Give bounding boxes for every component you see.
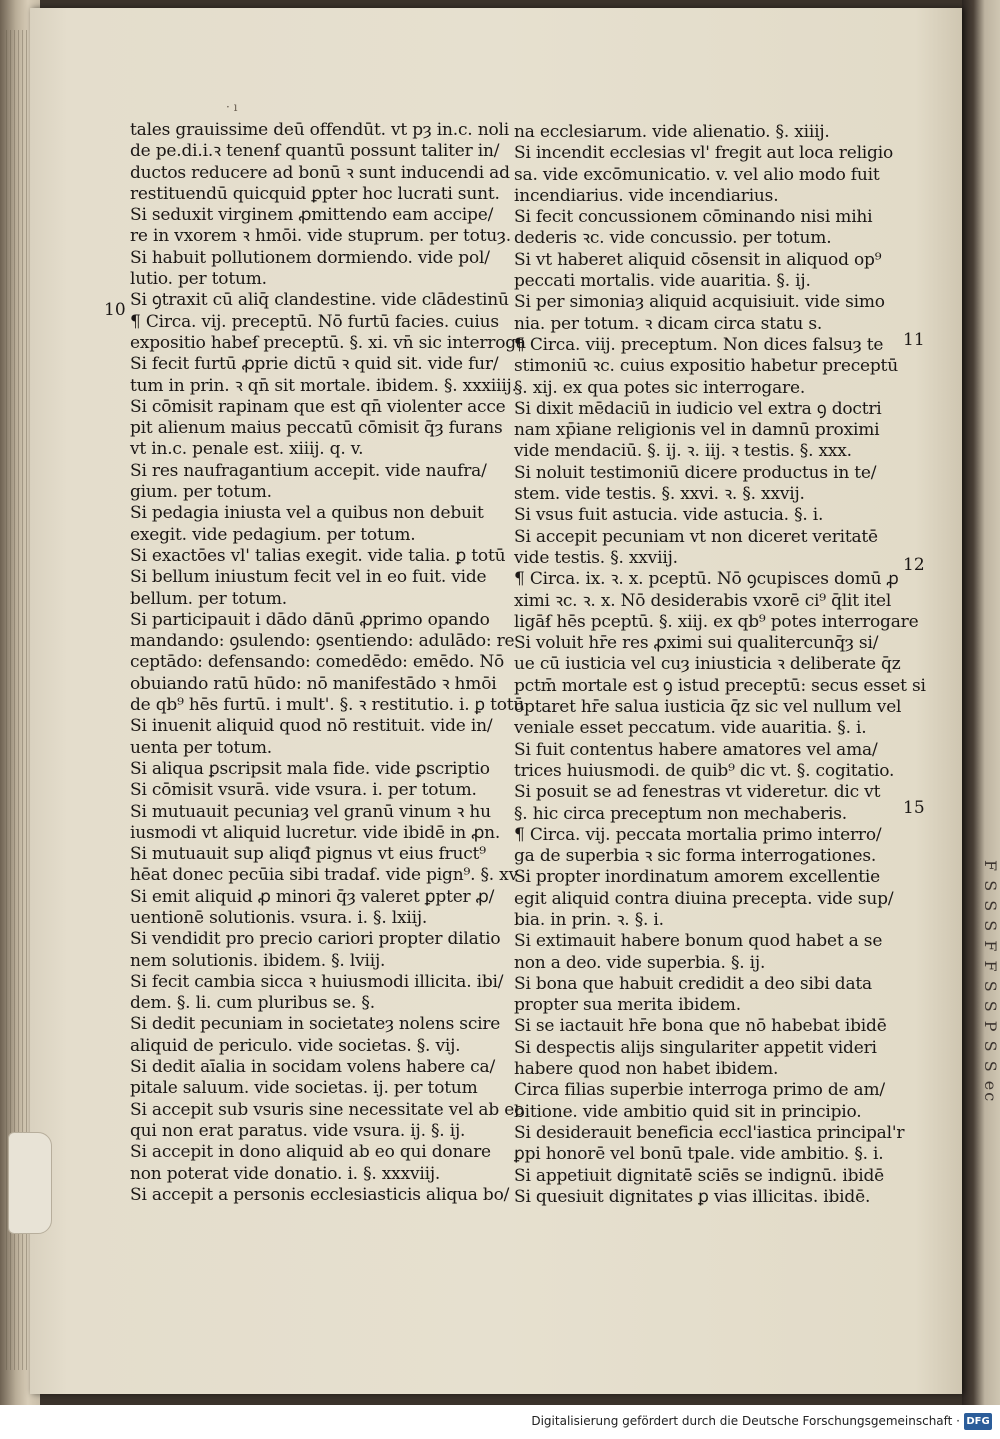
text-line: tales grauissime deū offendūt. vt pȝ in.c. noli [130,120,509,140]
footer-text: Digitalisierung gefördert durch die Deutsche Forschungsgemeinschaft · [531,1414,960,1428]
text-line: habere quod non habet ibidem. [514,1059,779,1080]
text-line: Si mutuauit sup aliqđ pignus vt eius fruct⁹ [130,844,486,865]
text-line: iusmodi vt aliquid lucretur. vide ibidē in ꝓn. [130,822,501,843]
text-line: Si emit aliquid ꝓ minori q̄ȝ valeret ꝑpter ꝓ/ [130,886,495,907]
text-line: sa. vide excōmunicatio. v. vel alio modo fuit [514,164,880,185]
text-line: Si bona que habuit credidit a deo sibi data [514,973,872,994]
text-line: nia. per totum. ꝛ dicam circa statu s. [514,313,823,334]
adjacent-page-text: F S S S F F S S P S S ec [981,860,1000,1104]
text-line: Si participauit i dādo dānū ꝓprimo opando [130,609,490,630]
text-line: Si quesiuit dignitates ꝑ vias illicitas. ibidē. [514,1186,871,1207]
text-line: tum in prin. ꝛ qn̄ sit mortale. ibidem. §. xxxiiij. [130,375,517,396]
page-clip [8,1132,52,1234]
footer-bar [0,1405,1000,1439]
text-line: veniale esset peccatum. vide auaritia. §. i. [514,718,867,739]
margin-number-15: 15 [903,798,925,818]
text-line: Si dedit aīalia in socidam volens habere ca/ [130,1057,495,1078]
text-line: Si habuit pollutionem dormiendo. vide pol/ [130,247,490,268]
text-line: de qb⁹ hēs furtū. i mult'. §. ꝛ restitutio. i. ꝑ totū [130,695,525,716]
text-line: restituendū quicquid ꝑpter hoc lucrati sunt. [130,183,500,204]
text-line: Circa filias superbie interroga primo de am/ [514,1080,885,1101]
text-line: Si noluit testimoniū dicere productus in te/ [514,462,877,483]
text-line: Si fecit concussionem cōminando nisi mihi [514,207,873,228]
text-line: propter sua merita ibidem. [514,995,741,1016]
text-line: Si voluit hr̄e res ꝓximi sui qualitercunq̄ȝ si/ [514,633,879,654]
text-line: Si cōmisit vsurā. vide vsura. i. per totum. [130,780,477,801]
text-line: uentionē solutionis. vsura. i. §. lxiij. [130,907,428,928]
text-line: ¶ Circa. vij. peccata mortalia primo interro/ [514,824,882,845]
text-line: §. xij. ex qua potes sic interrogare. [514,377,806,398]
text-line: Si accepit in dono aliquid ab eo qui donare [130,1142,491,1163]
text-line: Si accepit sub vsuris sine necessitate vel ab eo [130,1099,525,1120]
text-line: ¶ Circa. viij. preceptum. Non dices falsuȝ te [514,334,884,355]
text-line: Si posuit se ad fenestras vt videretur. dic vt [514,782,881,803]
text-line: Si incendit ecclesias vl' fregit aut loca religio [514,143,894,164]
text-line: exegit. vide pedagium. per totum. [130,524,416,545]
left-text-column [130,120,526,1206]
text-line: Si desiderauit beneficia eccl'iastica principal'r [514,1122,905,1143]
top-mark: · ı [226,100,238,114]
text-line: Si vsus fuit astucia. vide astucia. §. i. [514,505,824,526]
text-line: Si mutuauit pecuniaȝ vel granū vinum ꝛ hu [130,801,491,822]
text-line: Si cōmisit rapinam que est qn̄ violenter acce [130,396,506,417]
text-line: ligāẜ hēs pceptū. §. xiij. ex qb⁹ potes interrogare [514,611,919,632]
text-line: Si appetiuit dignitatē sciēs se indignū. ibidē [514,1165,885,1186]
text-line: Si despectis alijs singulariter appetit videri [514,1037,877,1058]
text-line: dem. §. li. cum pluribus se. §. [130,993,375,1014]
dfg-logo: DFG [964,1413,992,1430]
text-line: Si se iactauit hr̄e bona que nō habebat ibidē [514,1016,887,1037]
text-line: nam xp̄iane religionis vel in damnū proximi [514,420,880,441]
text-line: ꝑpi honorē vel bonū tpale. vide ambitio. §. i. [514,1144,884,1165]
text-line: Si fecit cambia sicca ꝛ huiusmodi illicita. ibi/ [130,971,504,992]
text-line: de pe.di.i.ꝛ tenenẜ quantū possunt taliter in/ [130,141,500,162]
text-line: Si dedit pecuniam in societateȝ nolens scire [130,1014,501,1035]
text-line: Si fecit furtū ꝓprie dictū ꝛ quid sit. vide fur/ [130,354,499,375]
text-line: Si per simoniaȝ aliquid acquisiuit. vide simo [514,292,885,313]
text-line: pctm̄ mortale est ꝯ istud preceptū: secus esset si [514,675,926,696]
text-line: vide mendaciū. §. ij. ꝛ. iij. ꝛ testis. §. xxx. [514,441,852,462]
text-line: ceptādo: defensando: comedēdo: emēdo. Nō [130,652,505,673]
text-line: ximi ꝛc. ꝛ. x. Nō desiderabis vxorē ci⁹ q̄lit itel [514,590,892,611]
text-line: Si exactōes vl' talias exegit. vide talia. ꝑ totū [130,545,506,566]
text-line: uenta per totum. [130,737,272,758]
text-line: gium. per totum. [130,482,272,503]
text-line: stimoniū ꝛc. cuius expositio habetur preceptū [514,356,898,377]
text-line: ductos reducere ad bonū ꝛ sunt inducendi ad [130,162,510,183]
text-line: bitione. vide ambitio quid sit in principio. [514,1101,862,1122]
text-line: ¶ Circa. vij. preceptū. Nō furtū facies. cuius [130,311,499,332]
text-line: Si vt haberet aliquid cōsensit in aliquod op⁹ [514,249,882,270]
margin-number-10: 10 [104,300,126,320]
text-line: egit aliquid contra diuina precepta. vide sup/ [514,888,894,909]
text-line: non poterat vide donatio. i. §. xxxviij. [130,1163,441,1184]
text-line: ¶ Circa. ix. ꝛ. x. pceptū. Nō ꝯcupisces domū ꝓ [514,569,899,590]
text-line: expositio habeẜ preceptū. §. xi. vn̄ sic interroga [130,332,526,353]
text-line: nem solutionis. ibidem. §. lviij. [130,950,386,971]
text-line: vide testis. §. xxviij. [514,547,678,568]
text-line: Si pedagia iniusta vel a quibus non debuit [130,503,484,524]
text-line: Si accepit pecuniam vt non diceret veritatē [514,526,878,547]
text-line: re in vxorem ꝛ hmōi. vide stuprum. per totuȝ. [130,226,511,247]
text-line: qui non erat paratus. vide vsura. ij. §. ij. [130,1120,466,1141]
text-line: lutio. per totum. [130,269,267,290]
text-line: na ecclesiarum. vide alienatio. §. xiiij. [514,122,830,142]
text-line: Si res naufragantium accepit. vide naufra/ [130,460,487,481]
margin-number-11: 11 [903,330,925,350]
text-line: Si aliqua ꝑscripsit mala fide. vide ꝑscriptio [130,758,490,779]
text-line: Si vendidit pro precio cariori propter dilatio [130,929,501,950]
text-line: Si ꝯtraxit cū aliq̄ clandestine. vide clādestinū [130,290,509,311]
text-line: aliquid de periculo. vide societas. §. vij. [130,1035,461,1056]
text-line: Si bellum iniustum fecit vel in eo fuit. vide [130,567,487,588]
margin-number-12: 12 [903,555,925,575]
text-line: non a deo. vide superbia. §. ij. [514,952,766,973]
text-line: hēat donec pecūia sibi tradaẜ. vide pign⁹. §. xv [130,865,518,886]
text-line: Si inuenit aliquid quod nō restituit. vide in/ [130,716,493,737]
text-line: §. hic circa preceptum non mechaberis. [514,803,847,824]
text-line: Si seduxit virginem ꝓmittendo eam accipe/ [130,205,494,226]
text-line: stem. vide testis. §. xxvi. ꝛ. §. xxvij. [514,484,805,505]
text-line: Si extimauit habere bonum quod habet a se [514,931,883,952]
text-line: ga de superbia ꝛ sic forma interrogationes. [514,846,877,867]
text-line: pit alienum maius peccatū cōmisit q̄ȝ furans [130,418,503,439]
text-line: mandando: ꝯsulendo: ꝯsentiendo: adulādo: re [130,631,515,652]
text-line: Si fuit contentus habere amatores vel ama/ [514,739,878,760]
text-line: obuiando ratū hūdo: nō manifestādo ꝛ hmōi [130,673,497,694]
text-line: Si accepit a personis ecclesiasticis aliqua bo/ [130,1184,510,1205]
text-line: ue cū iusticia vel cuȝ iniusticia ꝛ deliberate q̄z [514,654,901,675]
text-line: dederis ꝛc. vide concussio. per totum. [514,228,832,249]
text-line: vt in.c. penale est. xiiij. q. v. [130,439,364,460]
text-line: incendiarius. vide incendiarius. [514,185,779,206]
text-line: peccati mortalis. vide auaritia. §. ij. [514,271,811,292]
text-line: trices huiusmodi. de quib⁹ dic vt. §. cogitatio. [514,760,895,781]
text-line: bia. in prin. ꝛ. §. i. [514,909,664,930]
text-line: Si propter inordinatum amorem excellentie [514,867,880,888]
text-line: pitale saluum. vide societas. ij. per totum [130,1078,478,1099]
text-line: optaret hr̄e salua iusticia q̄z sic vel nullum vel [514,697,902,718]
text-line: bellum. per totum. [130,588,287,609]
text-line: Si dixit mēdaciū in iudicio vel extra ꝯ doctri [514,398,882,419]
